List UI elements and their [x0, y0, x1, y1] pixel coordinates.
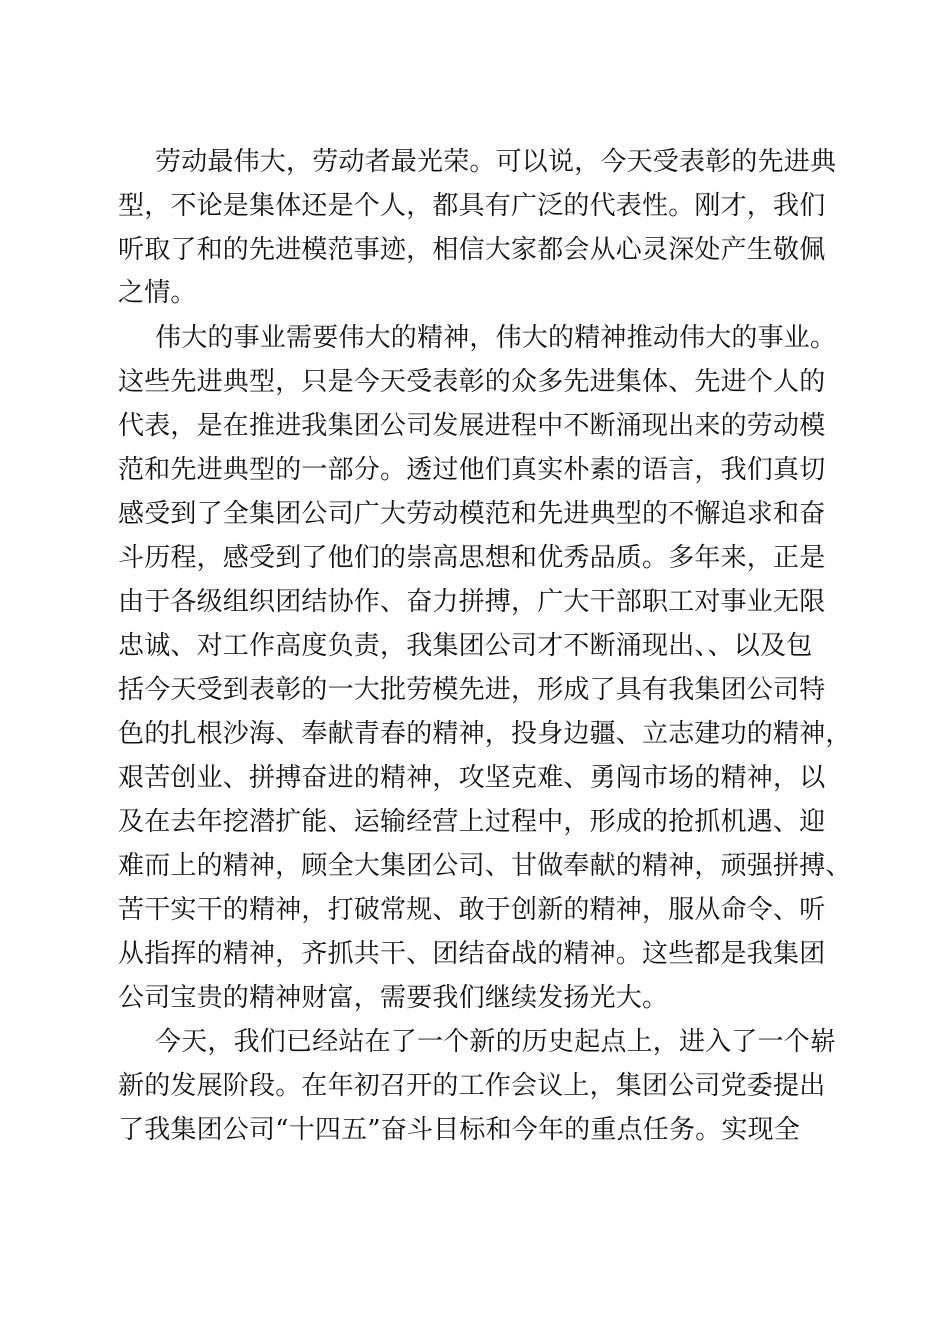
paragraph-1-line-4: 之情。 — [118, 278, 197, 308]
paragraph-2-line-11: 艰苦创业、拼搏奋进的精神，攻坚克难、勇闯市场的精神，以 — [118, 763, 826, 793]
paragraph-2-line-12: 及在去年挖潜扩能、运输经营上过程中，形成的抢抓机遇、迎 — [118, 807, 826, 837]
paragraph-2-line-16: 公司宝贵的精神财富，需要我们继续发扬光大。 — [118, 983, 669, 1013]
paragraph-3-line-2: 新的发展阶段。在年初召开的工作会议上，集团公司党委提出 — [118, 1071, 826, 1101]
paragraph-2-line-8: 忠诚、对工作高度负责，我集团公司才不断涌现出、、以及包 — [118, 631, 813, 661]
paragraph-3-line-3: 了我集团公司“十四五”奋斗目标和今年的重点任务。实现全 — [118, 1115, 800, 1145]
paragraph-2-line-6: 斗历程，感受到了他们的崇高思想和优秀品质。多年来，正是 — [118, 543, 826, 573]
paragraph-2-line-13: 难而上的精神，顾全大集团公司、甘做奉献的精神，顽强拼搏、 — [118, 851, 852, 881]
paragraph-2-line-3: 代表，是在推进我集团公司发展进程中不断涌现出来的劳动模 — [118, 411, 826, 441]
paragraph-2-line-10: 色的扎根沙海、奉献青春的精神，投身边疆、立志建功的精神， — [118, 719, 852, 749]
paragraph-1-line-2: 型，不论是集体还是个人，都具有广泛的代表性。刚才，我们 — [118, 191, 826, 221]
paragraph-2-line-5: 感受到了全集团公司广大劳动模范和先进典型的不懈追求和奋 — [118, 499, 826, 529]
paragraph-2-line-9: 括今天受到表彰的一大批劳模先进，形成了具有我集团公司特 — [118, 675, 826, 705]
paragraph-2-line-14: 苦干实干的精神，打破常规、敢于创新的精神，服从命令、听 — [118, 895, 826, 925]
paragraph-2-line-2: 这些先进典型，只是今天受表彰的众多先进集体、先进个人的 — [118, 367, 826, 397]
paragraph-2-line-1: 伟大的事业需要伟大的精神，伟大的精神推动伟大的事业。 — [155, 323, 837, 353]
paragraph-1-line-3: 听取了和的先进模范事迹，相信大家都会从心灵深处产生敬佩 — [118, 235, 826, 265]
paragraph-2-line-7: 由于各级组织团结协作、奋力拼搏，广大干部职工对事业无限 — [118, 587, 826, 617]
paragraph-3-line-1: 今天，我们已经站在了一个新的历史起点上，进入了一个崭 — [155, 1027, 837, 1057]
paragraph-2-line-4: 范和先进典型的一部分。透过他们真实朴素的语言，我们真切 — [118, 455, 826, 485]
paragraph-2-line-15: 从指挥的精神，齐抓共干、团结奋战的精神。这些都是我集团 — [118, 939, 826, 969]
paragraph-1-line-1: 劳动最伟大，劳动者最光荣。可以说，今天受表彰的先进典 — [155, 147, 837, 177]
